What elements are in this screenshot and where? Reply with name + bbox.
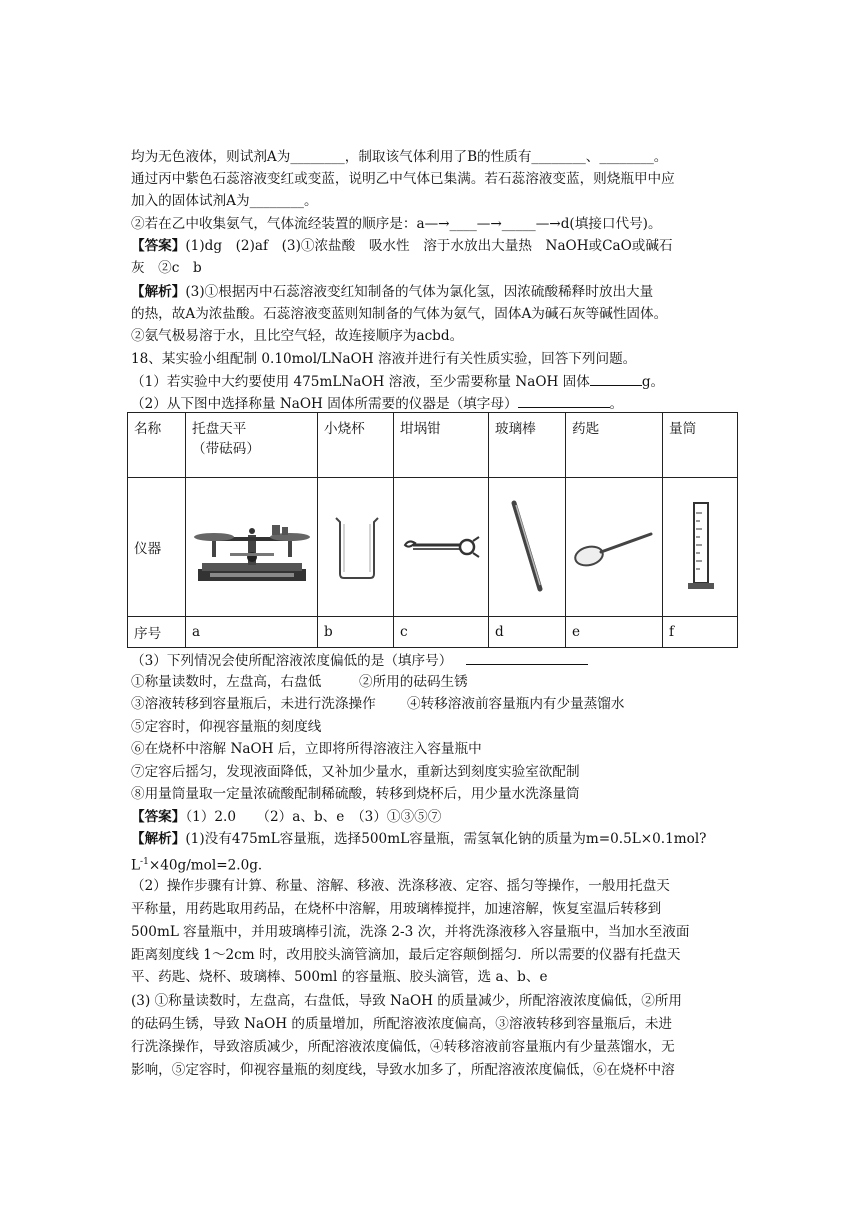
answer-blank bbox=[466, 650, 588, 665]
balance-icon bbox=[186, 478, 317, 616]
text-line: 平称量，用药匙取用药品，在烧杯中溶解，用玻璃棒搅拌，加速溶解，恢复室温后转移到 bbox=[131, 901, 662, 917]
analysis-text: (1)没有475mL容量瓶，选择500mL容量瓶，需氢氧化钠的质量为m=0.5L×0.1mol? bbox=[185, 831, 707, 847]
instrument-table bbox=[127, 412, 738, 648]
row-label-instrument: 仪器 bbox=[128, 478, 186, 617]
graduated-cylinder-icon bbox=[663, 478, 737, 616]
answer-blank bbox=[518, 393, 610, 408]
index-f: f bbox=[663, 617, 738, 648]
question-line bbox=[131, 650, 741, 671]
answer-text: (1)dg (2)af (3)①浓盐酸 吸水性 溶于水放出大量热 NaOH或CaO或碱石 bbox=[185, 238, 673, 254]
unit-text: L bbox=[131, 857, 141, 874]
instrument-name-a bbox=[186, 413, 318, 478]
index-a: a bbox=[186, 617, 318, 648]
index-c: c bbox=[394, 617, 489, 648]
text-line: 的砝码生锈，导致 NaOH 的质量增加，所配溶液浓度偏高，③溶液转移到容量瓶后，未进 bbox=[131, 1016, 673, 1032]
analysis-line bbox=[131, 282, 741, 302]
analysis-line bbox=[131, 829, 741, 849]
question-text: （1）若实验中大约要使用 475mLNaOH 溶液，至少需要称量 NaOH 固体 bbox=[131, 374, 590, 390]
instrument-image-e bbox=[566, 478, 663, 617]
answer-line bbox=[131, 236, 741, 256]
index-d: d bbox=[489, 617, 566, 648]
text-line: 500mL 容量瓶中，并用玻璃棒引流，洗涤 2-3 次，并将洗涤液移入容量瓶中，当加水至液面 bbox=[131, 924, 690, 940]
question-line bbox=[131, 393, 741, 414]
table-row-names bbox=[128, 413, 738, 478]
text-line: 平、药匙、烧杯、玻璃棒、500ml 的容量瓶、胶头滴管，选 a、b、e bbox=[131, 969, 548, 985]
instrument-name-e: 药匙 bbox=[566, 413, 663, 478]
text-line: 加入的固体试剂A为________。 bbox=[131, 193, 318, 209]
option-2: ②所用的砝码生锈 bbox=[359, 674, 468, 690]
instrument-name-b: 小烧杯 bbox=[318, 413, 394, 478]
table-row-indices bbox=[128, 617, 738, 648]
instrument-image-b bbox=[318, 478, 394, 617]
text-line: (3) ①称量读数时，左盘高，右盘低，导致 NaOH 的质量减少，所配溶液浓度偏低，②所用 bbox=[131, 993, 682, 1009]
answer-tag: 【答案】 bbox=[131, 809, 186, 825]
text-line: 的热，故A为浓盐酸。石蕊溶液变蓝则知制备的气体为氨气，固体A为碱石灰等碱性固体。 bbox=[131, 306, 668, 322]
instrument-image-d bbox=[489, 478, 566, 617]
option-line bbox=[131, 694, 741, 714]
text-line: 距离刻度线 1～2cm 时，改用胶头滴管滴加，最后定容颠倒摇匀．所以需要的仪器有托盘天 bbox=[131, 947, 681, 963]
text-line: 行洗涤操作，导致溶质减少，所配溶液浓度偏低，④转移溶液前容量瓶内有少量蒸馏水，无 bbox=[131, 1039, 675, 1055]
text-line: 影响，⑤定容时，仰视容量瓶的刻度线，导致水加多了，所配溶液浓度偏低，⑥在烧杯中溶 bbox=[131, 1062, 675, 1078]
instrument-name-d: 玻璃棒 bbox=[489, 413, 566, 478]
option-4: ④转移溶液前容量瓶内有少量蒸馏水 bbox=[407, 696, 625, 712]
unit-text: g。 bbox=[641, 374, 665, 390]
analysis-tag: 【解析】 bbox=[131, 284, 186, 300]
instrument-image-c bbox=[394, 478, 489, 617]
text-line: ②若在乙中收集氨气，气体流经装置的顺序是：a—→____—→_____—→d(填接口代号)。 bbox=[131, 216, 662, 232]
row-label-index: 序号 bbox=[128, 617, 186, 648]
index-b: b bbox=[318, 617, 394, 648]
instrument-name-f: 量筒 bbox=[663, 413, 738, 478]
beaker-icon bbox=[318, 478, 393, 616]
option-line bbox=[131, 672, 741, 692]
formula-text: ×40g/mol=2.0g． bbox=[148, 857, 272, 874]
crucible-tongs-icon bbox=[394, 478, 488, 616]
index-e: e bbox=[566, 617, 663, 648]
answer-blank bbox=[590, 371, 642, 386]
superscript: -1 bbox=[140, 857, 149, 867]
punct-text: 。 bbox=[609, 396, 624, 412]
question-heading: 18、某实验小组配制 0.10mol/LNaOH 溶液并进行有关性质实验，回答下列问题。 bbox=[131, 351, 637, 367]
spoon-icon bbox=[566, 478, 662, 616]
answer-tag: 【答案】 bbox=[131, 238, 186, 254]
option-3: ③溶液转移到容量瓶后，未进行洗涤操作 bbox=[131, 696, 376, 712]
question-text: （2）从下图中选择称量 NaOH 固体所需要的仪器是（填字母） bbox=[131, 396, 518, 412]
instrument-image-a bbox=[186, 478, 318, 617]
text-line: 灰 ②c b bbox=[131, 260, 202, 276]
text-line: 均为无色液体，则试剂A为________，制取该气体利用了B的性质有________、________。 bbox=[131, 149, 668, 165]
text-line: （2）操作步骤有计算、称量、溶解、移液、洗涤移液、定容、摇匀等操作，一般用托盘天 bbox=[131, 878, 670, 894]
analysis-tag: 【解析】 bbox=[131, 831, 186, 847]
instrument-name-c: 坩埚钳 bbox=[394, 413, 489, 478]
option-8: ⑧用量筒量取一定量浓硫酸配制稀硫酸，转移到烧杯后，用少量水洗涤量筒 bbox=[131, 786, 580, 802]
text-line: 通过丙中紫色石蕊溶液变红或变蓝，说明乙中气体已集满。若石蕊溶液变蓝，则烧瓶甲中应 bbox=[131, 171, 675, 187]
answer-line bbox=[131, 807, 741, 827]
table-row-images bbox=[128, 478, 738, 617]
instrument-image-f bbox=[663, 478, 738, 617]
option-1: ①称量读数时，左盘高，右盘低 bbox=[131, 674, 322, 690]
analysis-text: (3)①根据丙中石蕊溶液变红知制备的气体为氯化氢，因浓硫酸稀释时放出大量 bbox=[185, 284, 654, 300]
text-line bbox=[131, 852, 741, 876]
text-line: ②氨气极易溶于水，且比空气轻，故连接顺序为acbd。 bbox=[131, 328, 464, 344]
option-7: ⑦定容后摇匀，发现液面降低，又补加少量水，重新达到刻度实验室欲配制 bbox=[131, 764, 580, 780]
question-line bbox=[131, 371, 741, 392]
question-text: （3）下列情况会使所配溶液浓度偏低的是（填序号） bbox=[131, 653, 453, 669]
name-text: 托盘天平 （带砝码） bbox=[192, 421, 260, 457]
glass-rod-icon bbox=[489, 478, 565, 616]
row-label-name: 名称 bbox=[128, 413, 186, 478]
option-5: ⑤定容时，仰视容量瓶的刻度线 bbox=[131, 719, 322, 735]
option-6: ⑥在烧杯中溶解 NaOH 后，立即将所得溶液注入容量瓶中 bbox=[131, 741, 482, 757]
answer-text: （1）2.0 （2）a、b、e （3）①③⑤⑦ bbox=[185, 809, 442, 825]
